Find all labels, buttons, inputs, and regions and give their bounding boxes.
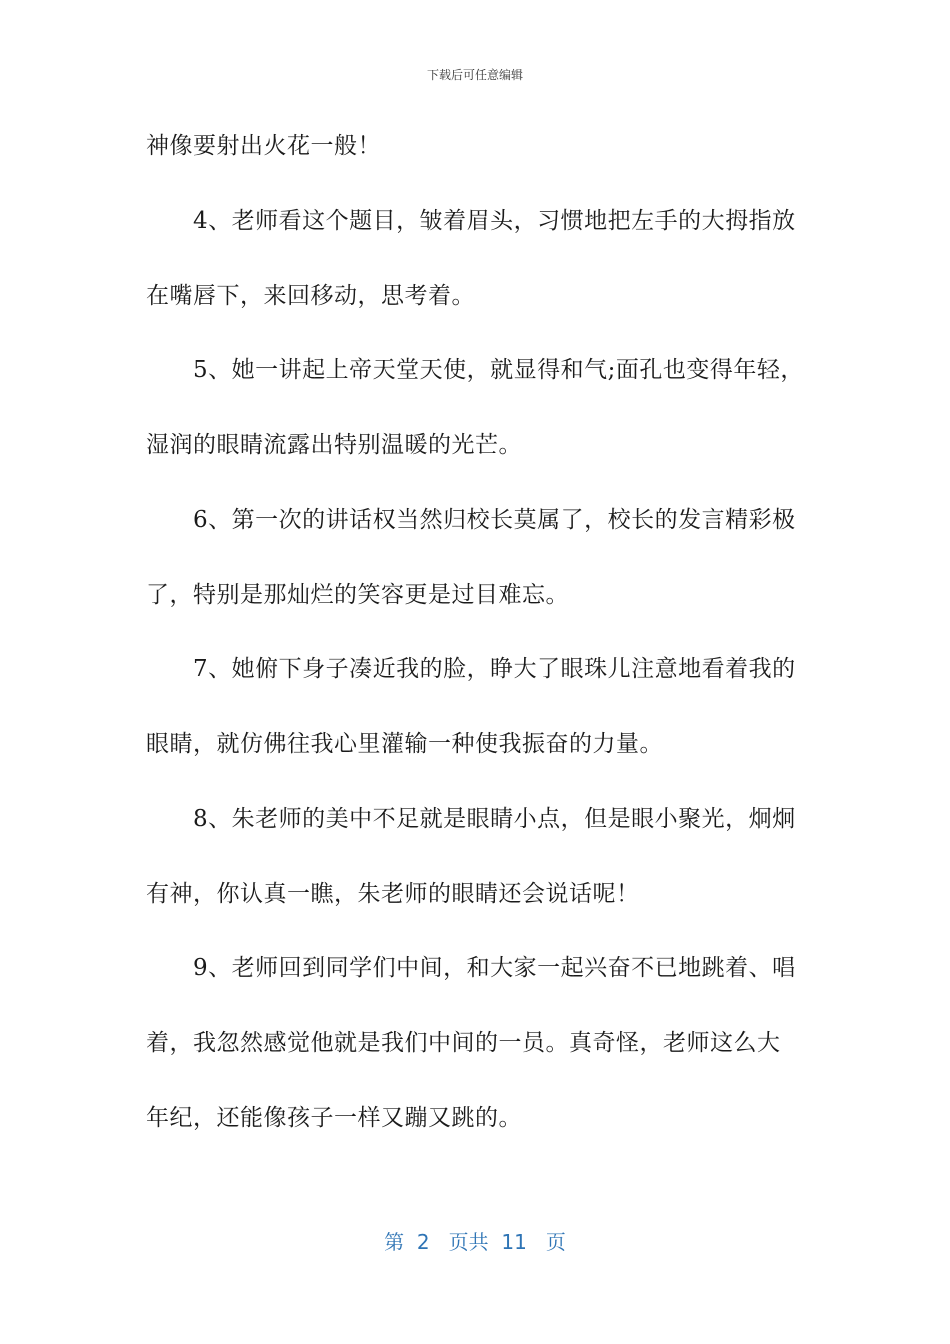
text-line: 湿润的眼睛流露出特别温暖的光芒。: [146, 432, 522, 458]
text-line: 6、第一次的讲话权当然归校长莫属了，校长的发言精彩极: [146, 507, 796, 533]
text-line: 9、老师回到同学们中间，和大家一起兴奋不已地跳着、唱: [146, 955, 796, 981]
text-line: 年纪，还能像孩子一样又蹦又跳的。: [146, 1105, 522, 1131]
header-note: 下载后可任意编辑: [426, 68, 523, 82]
text-line: 有神，你认真一瞧，朱老师的眼睛还会说话呢！: [146, 881, 640, 907]
text-line: 着，我忽然感觉他就是我们中间的一员。真奇怪，老师这么大: [146, 1030, 781, 1056]
page-number-footer: 第 2 页共 11 页: [384, 1230, 566, 1254]
text-line: 5、她一讲起上帝天堂天使，就显得和气;面孔也变得年轻，: [146, 357, 804, 383]
text-line: 了，特别是那灿烂的笑容更是过目难忘。: [146, 582, 569, 608]
text-line: 7、她俯下身子凑近我的脸，睁大了眼珠儿注意地看着我的: [146, 656, 796, 682]
text-line: 8、朱老师的美中不足就是眼睛小点，但是眼小聚光，炯炯: [146, 806, 796, 832]
text-line: 神像要射出火花一般！: [146, 133, 381, 159]
text-line: 在嘴唇下，来回移动，思考着。: [146, 283, 475, 309]
text-line: 4、老师看这个题目，皱着眉头，习惯地把左手的大拇指放: [146, 208, 796, 234]
text-line: 眼睛，就仿佛往我心里灌输一种使我振奋的力量。: [146, 731, 663, 757]
